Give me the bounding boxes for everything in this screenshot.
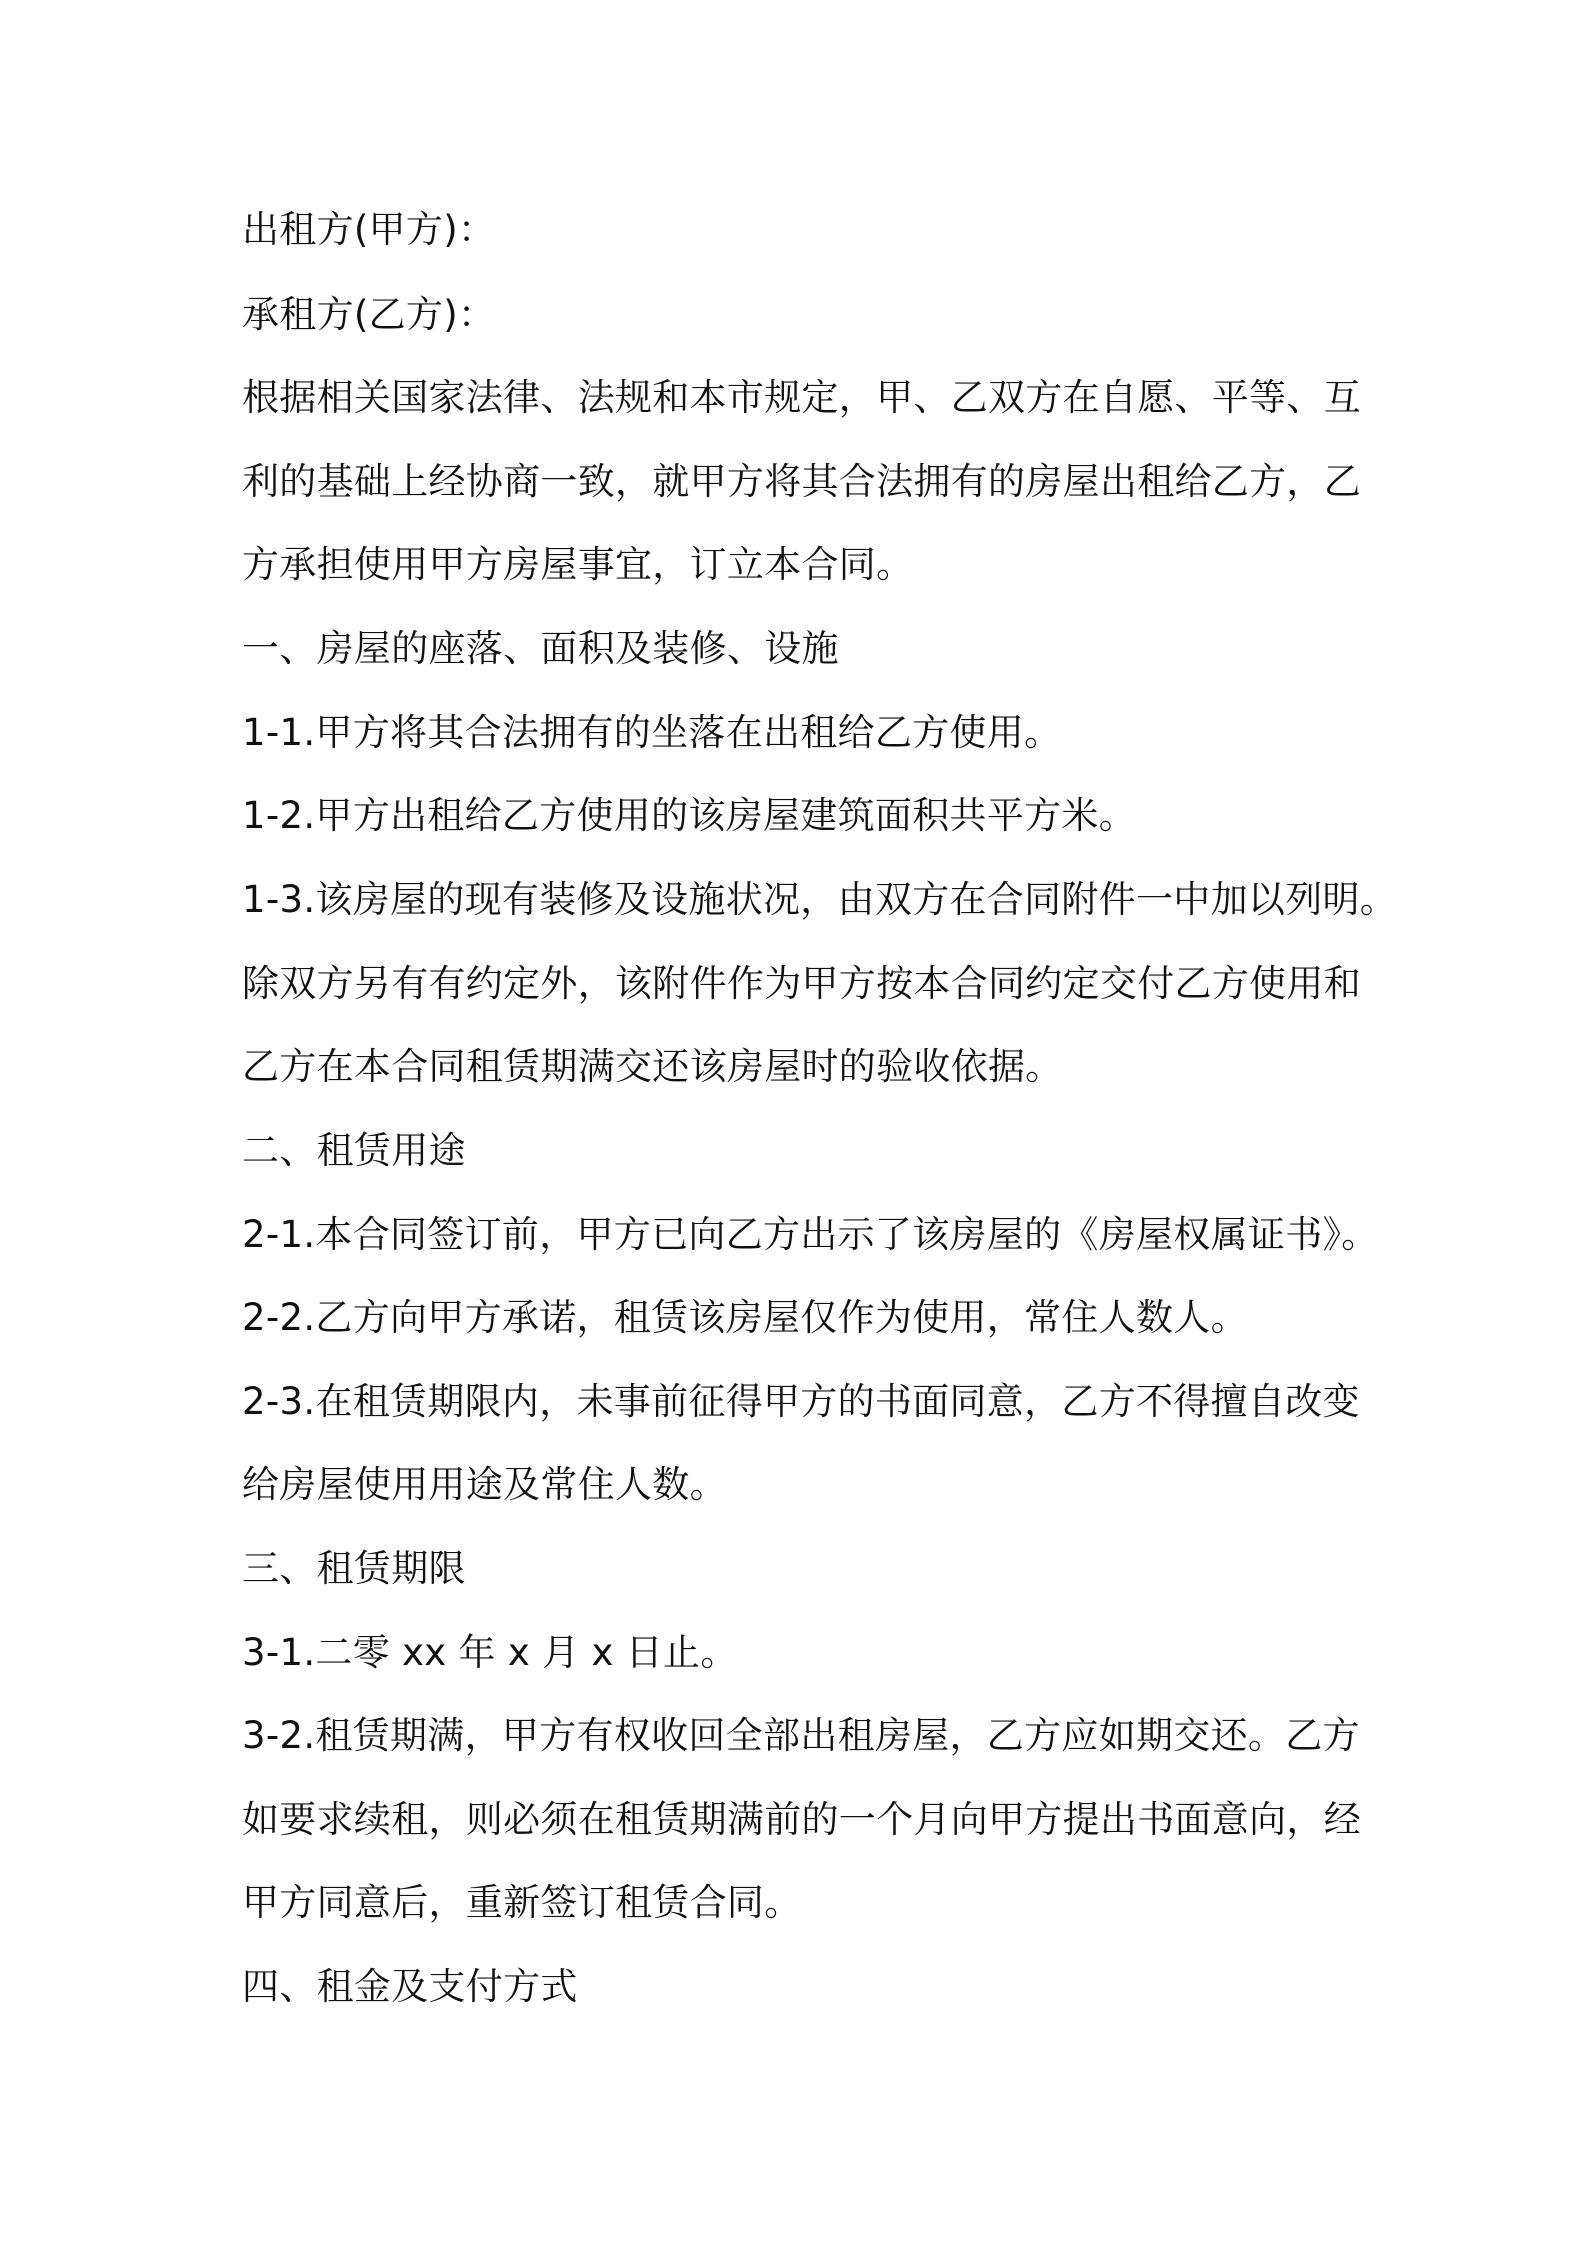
section-1-heading: 一、房屋的座落、面积及装修、设施 <box>242 627 839 670</box>
clause-1-2: 1-2.甲方出租给乙方使用的该房屋建筑面积共平方米。 <box>242 794 1136 837</box>
clause-2-3-line-1: 2-3.在租赁期限内，未事前征得甲方的书面同意，乙方不得擅自改变 <box>242 1380 1360 1423</box>
preamble-line-1: 根据相关国家法律、法规和本市规定，甲、乙双方在自愿、平等、互 <box>242 376 1361 419</box>
lessee-field: 承租方(乙方)： <box>242 293 496 336</box>
section-3-heading: 三、租赁期限 <box>242 1547 466 1590</box>
section-4-heading: 四、租金及支付方式 <box>242 1965 578 2008</box>
clause-2-3-line-2: 给房屋使用用途及常住人数。 <box>242 1463 727 1506</box>
clause-3-2-line-1: 3-2.租赁期满，甲方有权收回全部出租房屋，乙方应如期交还。乙方 <box>242 1714 1360 1757</box>
clause-1-3-line-2: 除双方另有有约定外，该附件作为甲方按本合同约定交付乙方使用和 <box>242 962 1361 1005</box>
clause-3-2-line-2: 如要求续租，则必须在租赁期满前的一个月向甲方提出书面意向，经 <box>242 1798 1361 1841</box>
clause-2-2: 2-2.乙方向甲方承诺，租赁该房屋仅作为使用，常住人数人。 <box>242 1296 1248 1339</box>
section-2-heading: 二、租赁用途 <box>242 1129 466 1172</box>
clause-3-2-line-3: 甲方同意后，重新签订租赁合同。 <box>242 1881 802 1924</box>
preamble-line-3: 方承担使用甲方房屋事宜，订立本合同。 <box>242 543 914 586</box>
clause-1-1: 1-1.甲方将其合法拥有的坐落在出租给乙方使用。 <box>242 711 1062 754</box>
clause-3-1: 3-1.二零 xx 年 x 月 x 日止。 <box>242 1631 738 1674</box>
lessor-field: 出租方(甲方)： <box>242 208 496 251</box>
clause-2-1: 2-1.本合同签订前，甲方已向乙方出示了该房屋的《房屋权属证书》。 <box>242 1213 1379 1256</box>
clause-1-3-line-3: 乙方在本合同租赁期满交还该房屋时的验收依据。 <box>242 1045 1063 1088</box>
preamble-line-2: 利的基础上经协商一致，就甲方将其合法拥有的房屋出租给乙方，乙 <box>242 460 1361 503</box>
clause-1-3-line-1: 1-3.该房屋的现有装修及设施状况，由双方在合同附件一中加以列明。 <box>242 878 1398 921</box>
